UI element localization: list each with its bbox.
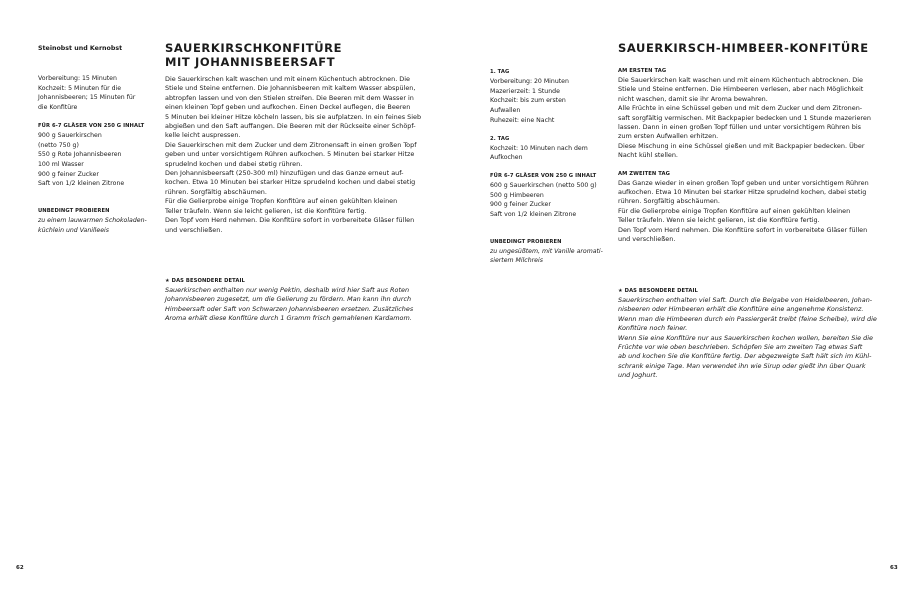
recipe-body: [165, 75, 435, 235]
title-line: MIT JOHANNISBEERSAFT: [165, 55, 336, 69]
detail-line: nisbeeren oder Himbeeren erhält die Konfitüre eine angenehme Konsistenz.: [618, 305, 864, 314]
body-line: und verschließen.: [618, 235, 676, 244]
body-line: Den Topf vom Herd nehmen. Die Konfitüre sofort in vorbereitete Gläser füllen: [165, 216, 415, 225]
body-line: Teller träufeln. Wenn sie leicht gelieren, ist die Konfitüre fertig.: [618, 216, 820, 225]
body-line: Stiele und Steine entfernen. Die Johannisbeeren mit kaltem Wasser abspülen,: [165, 84, 416, 93]
body-line: und verschließen.: [165, 225, 223, 234]
day2-heading: 2. TAG: [490, 135, 510, 142]
body-line: sprudelnd kochen und dabei stetig rühren.: [165, 159, 303, 168]
detail-line: Früchte vor wie oben beschrieben. Schöpfen Sie am zweiten Tag etwas Saft: [618, 343, 863, 352]
chapter-header: Steinobst und Kernobst: [38, 45, 123, 52]
body-line: saft sorgfältig vermischen. Mit Backpapier bedecken und 1 Stunde mazerieren: [618, 113, 871, 122]
detail-line: schrank einige Tage. Man verwendet ihn wie Sirup oder gießt ihn über Quark: [618, 361, 866, 370]
detail-line: Wenn man die Himbeeren durch ein Passiergerät treibt (feine Scheibe), wird die: [618, 314, 877, 323]
page-number: 62: [16, 565, 24, 571]
body-line: Die Sauerkirschen kalt waschen und mit einem Küchentuch abtrocknen. Die: [165, 75, 411, 83]
body-line: lassen. Dann in einen großen Topf füllen und unter vorsichtigem Rühren bis: [618, 123, 861, 132]
time-line: die Konfitüre: [38, 104, 78, 112]
special-detail: [618, 287, 898, 381]
right-sidebar: [490, 68, 605, 266]
special-detail: [165, 277, 435, 324]
body-line: Stiele und Steine entfernen. Die Himbeeren verlesen, aber nach Möglichkeit: [618, 85, 864, 94]
body-line: kochen. Etwa 10 Minuten bei starker Hitze sprudelnd kochen und dabei stetig: [165, 178, 416, 187]
body-line: aufkochen. Etwa 10 Minuten bei starker Hitze sprudelnd kochen, dabei stetig: [618, 188, 867, 197]
ingredient: 900 g feiner Zucker: [38, 170, 99, 178]
body-line: nicht waschen, damit sie ihr Aroma bewahren.: [618, 94, 768, 103]
ingredients-heading: FÜR 6-7 GLÄSER VON 250 G INHALT: [490, 172, 597, 179]
ingredient: (netto 750 g): [38, 141, 79, 149]
ingredient: Saft von 1/2 kleinen Zitrone: [38, 180, 125, 188]
body-line: geben und unter vorsichtigem Rühren aufkochen. 5 Minuten bei starker Hitze: [165, 150, 415, 159]
detail-line: Himbeersaft oder Saft von Schwarzen Johannisbeeren ersetzen. Zusätzliches: [165, 304, 414, 313]
body-line: Für die Gelierprobe einige Tropfen Konfitüre auf einen gekühlten kleinen: [165, 197, 398, 206]
time-line: Kochzeit: 5 Minuten für die: [38, 84, 122, 92]
try-line: küchlein und Vanilleeis: [38, 226, 109, 234]
detail-line: und Joghurt.: [618, 371, 658, 380]
body-line: Die Sauerkirschen mit dem Zucker und dem Zitronensaft in einen großen Topf: [165, 140, 417, 149]
ingredient: 600 g Sauerkirschen (netto 500 g): [490, 181, 597, 189]
time-line: Vorbereitung: 15 Minuten: [38, 75, 117, 82]
body-line: Das Ganze wieder in einen großen Topf geben und unter vorsichtigem Rühren: [618, 178, 869, 187]
detail-heading: ★ DAS BESONDERE DETAIL: [165, 278, 245, 284]
ingredient: 900 g Sauerkirschen: [38, 131, 102, 139]
detail-line: ab und kochen Sie die Konfitüre fertig. Der abgezweigte Saft hält sich im Kühl-: [618, 352, 872, 361]
body-line: zum ersten Aufwallen erhitzen.: [618, 132, 719, 141]
time-line: Aufwallen: [490, 107, 521, 115]
second-day-heading: AM ZWEITEN TAG: [618, 170, 670, 177]
recipe-body: [618, 67, 893, 245]
try-line: siertem Milchreis: [490, 257, 543, 265]
page-number: 63: [890, 565, 898, 571]
ingredient: 100 ml Wasser: [38, 160, 84, 168]
body-line: kelle leicht auspressen.: [165, 131, 241, 140]
ingredient: 500 g Himbeeren: [490, 191, 544, 199]
first-day-heading: AM ERSTEN TAG: [618, 68, 667, 74]
time-line: Johannisbeeren; 15 Minuten für: [38, 94, 136, 102]
time-line: Ruhezeit: eine Nacht: [490, 116, 555, 124]
left-sidebar: [38, 74, 156, 235]
detail-line: Sauerkirschen enthalten viel Saft. Durch die Beigabe von Heidelbeeren, Johan-: [618, 296, 873, 304]
detail-line: Sauerkirschen enthalten nur wenig Pektin, deshalb wird hier Saft aus Roten: [165, 286, 410, 294]
body-line: einen kleinen Topf geben und aufkochen. Einen Deckel auflegen, die Beeren: [165, 103, 411, 112]
title-line: SAUERKIRSCH-HIMBEER-KONFITÜRE: [618, 41, 869, 55]
time-line: Mazerierzeit: 1 Stunde: [490, 87, 560, 95]
try-line: zu ungesüßtem, mit Vanille aromati-: [490, 247, 603, 255]
body-line: abgießen und den Saft auffangen. Die Beeren mit der Rückseite einer Schöpf-: [165, 122, 416, 131]
body-line: Nacht kühl stellen.: [618, 151, 678, 160]
try-heading: UNBEDINGT PROBIEREN: [490, 238, 562, 245]
right-page: [455, 0, 910, 611]
body-line: Diese Mischung in eine Schüssel gießen und mit Backpapier bedecken. Über: [618, 141, 865, 150]
body-line: 5 Minuten bei kleiner Hitze köcheln lassen, bis sie aufplatzen. In ein feines Sieb: [165, 112, 422, 121]
time-line: Kochzeit: 10 Minuten nach dem: [490, 144, 588, 152]
body-line: Die Sauerkirschen kalt waschen und mit einem Küchentuch abtrocknen. Die: [618, 76, 864, 84]
body-line: rühren. Sorgfältig abschäumen.: [165, 187, 267, 196]
detail-line: Wenn Sie eine Konfitüre nur aus Sauerkirschen kochen wollen, bereiten Sie die: [618, 333, 873, 342]
ingredient: 550 g Rote Johannisbeeren: [38, 151, 122, 159]
body-line: Alle Früchte in eine Schüssel geben und mit dem Zucker und dem Zitronen-: [618, 104, 863, 113]
day1-heading: 1. TAG: [490, 69, 510, 75]
body-line: Den Topf vom Herd nehmen. Die Konfitüre sofort in vorbereitete Gläser füllen: [618, 225, 868, 234]
ingredient: 900 g feiner Zucker: [490, 201, 551, 209]
title-line: SAUERKIRSCHKONFITÜRE: [165, 41, 343, 55]
time-line: Kochzeit: bis zum ersten: [490, 97, 566, 105]
time-line: Vorbereitung: 20 Minuten: [490, 78, 569, 85]
detail-heading: ★ DAS BESONDERE DETAIL: [618, 288, 698, 294]
body-line: abtropfen lassen und von den Stielen streifen. Die Beeren mit dem Wasser in: [165, 93, 414, 102]
body-line: rühren. Sorgfältig abschäumen.: [618, 197, 720, 206]
time-line: Aufkochen: [490, 154, 523, 162]
body-line: Für die Gelierprobe einige Tropfen Konfitüre auf einen gekühlten kleinen: [618, 206, 851, 215]
detail-line: Aroma erhält diese Konfitüre durch 1 Gramm frisch gemahlenen Kardamom.: [165, 314, 412, 323]
ingredients-heading: FÜR 6-7 GLÄSER VON 250 G INHALT: [38, 122, 145, 129]
body-line: Teller träufeln. Wenn sie leicht gelieren, ist die Konfitüre fertig.: [165, 206, 367, 215]
ingredient: Saft von 1/2 kleinen Zitrone: [490, 211, 577, 219]
try-line: zu einem lauwarmen Schokoladen-: [38, 217, 147, 225]
recipe-title: [618, 41, 869, 55]
recipe-title: [165, 41, 342, 69]
detail-line: Konfitüre noch feiner.: [618, 324, 688, 333]
try-heading: UNBEDINGT PROBIEREN: [38, 208, 110, 215]
detail-line: Johannisbeeren zugesetzt, um die Gelierung zu fördern. Man kann ihn durch: [165, 295, 412, 304]
body-line: Den Johannisbeersaft (250-300 ml) hinzufügen und das Ganze erneut auf-: [165, 169, 404, 178]
